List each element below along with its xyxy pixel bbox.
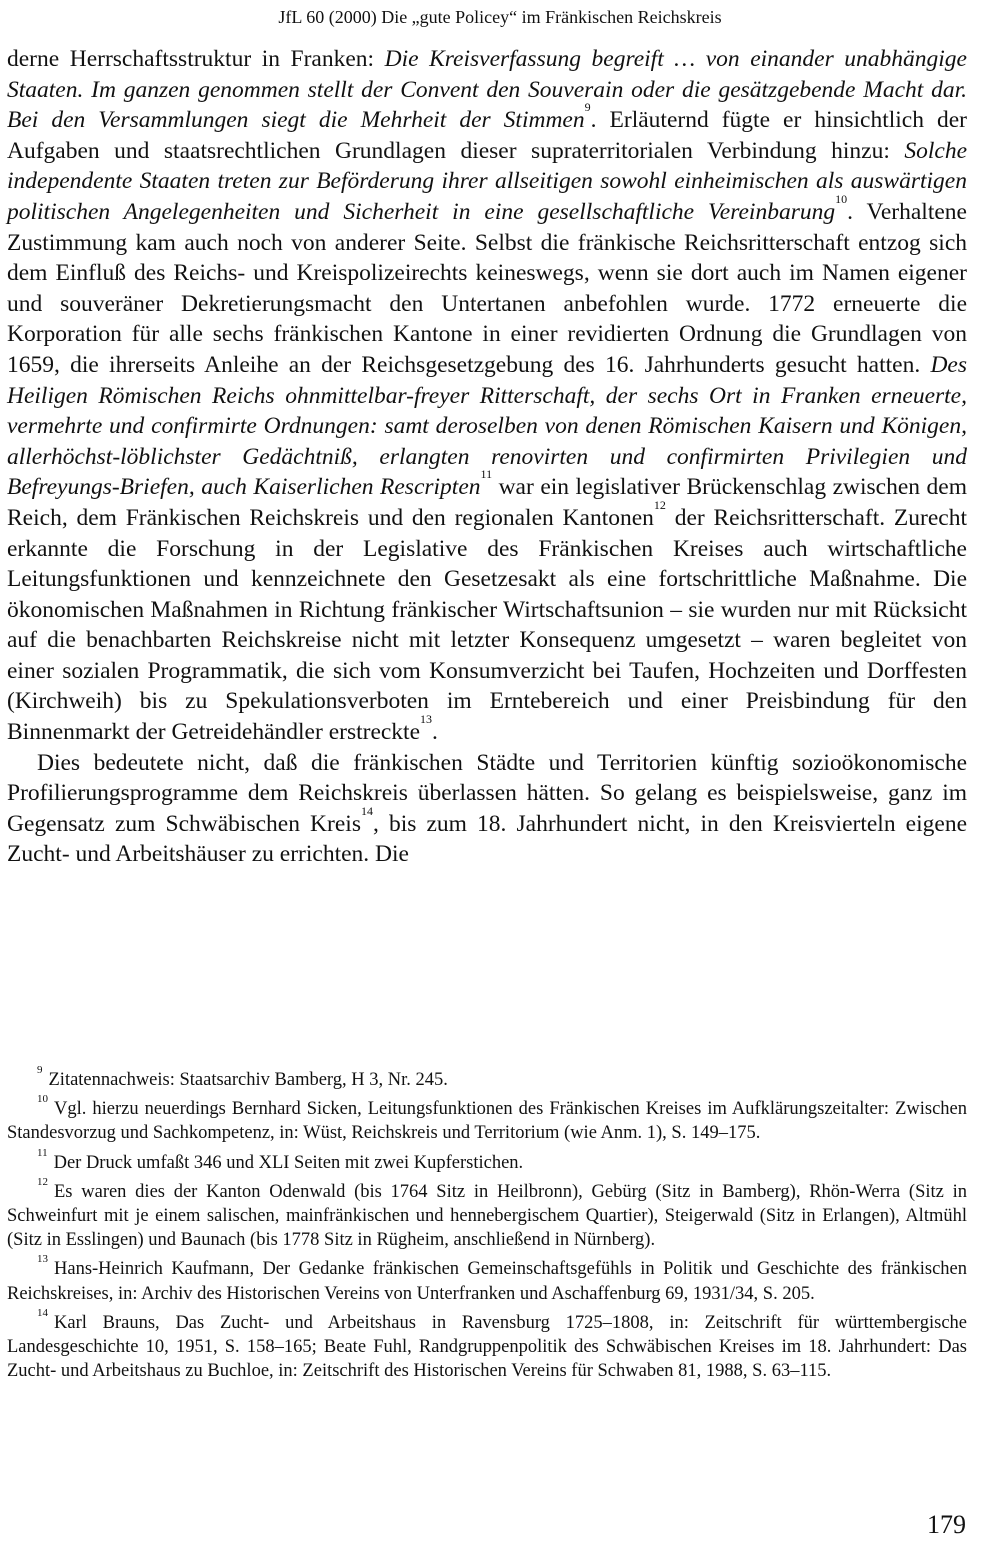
text-run: .	[432, 719, 438, 746]
text-run: war ein legislativer Brückenschlag zwischen dem Reich, dem Fränkischen Reichskreis und den regionalen Kantonen	[7, 474, 968, 531]
page-number: 179	[927, 1510, 966, 1539]
running-head: JfL 60 (2000) Die „gute Policey“ im Fränkischen Reichskreis	[278, 7, 722, 27]
italic-quote: Solche independente Staaten treten zur Beförderung ihrer allseitigen sowohl einheimischen als auswärtigen politischen Angelegenheiten und Sicherheit in eine gesellschaftliche Vereinbarung	[7, 137, 967, 225]
text-run: , bis zum 18. Jahrhundert nicht, in den Kreisvierteln eigene Zucht- und Arbeitshäuser zu errichten. Die	[7, 810, 967, 868]
footnote-text: Zitatennachweis: Staatsarchiv Bamberg, H 3, Nr. 245.	[48, 1070, 448, 1090]
footnote-text: Vgl. hierzu neuerdings Bernhard Sicken, Leitungsfunktionen des Fränkischen Kreises im Aufklärungszeitalter: Zwischen Standesvorzug und Sachkompetenz, in: Wüst, Reichskreis und Territorium (wie Anm. 1), S. 149–175.	[7, 1099, 967, 1144]
italic-quote: Des Heiligen Römischen Reichs ohnmittelbar-freyer Ritterschaft, der sechs Ort in Franken erneuerte, vermehrte und confirmirte Ordnungen: samt deroselben von denen Römischen Kaisern und Königen, allerhöchst-löblichster Gedächtniß, erlangten renovirten und confirmirten Privilegien und Befreyungs-Briefen, auch Kaiserlichen Rescripten	[7, 351, 967, 501]
footnote	[7, 1306, 967, 1384]
footnote-ref: 10	[835, 191, 848, 206]
footnote-text: Der Druck umfaßt 346 und XLI Seiten mit zwei Kupferstichen.	[53, 1152, 524, 1173]
text-run: derne Herrschaftsstruktur in Franken:	[7, 46, 385, 72]
footnote	[7, 1064, 967, 1092]
footnote	[7, 1175, 967, 1253]
main-text	[7, 44, 967, 870]
text-run: der Reichsritterschaft. Zurecht erkannte die Forschung in der Legislative des Fränkischen Kreises auch wirtschaftliche Leitungsfunktionen und kennzeichnete den Gesetzesakt als eine fortschrittliche Maßnahme. Die ökonomischen Maßnahmen in Richtung fränkischer Wirtschaftsunion – sie wurden nur mit Rücksicht auf die benachbarten Reichskreise nicht mit letzter Konsequenz umgesetzt – waren begleitet von einer sozialen Programmatik, die sich vom Konsumverzicht bei Taufen, Hochzeiten und Dorffesten (Kirchweih) bis zu Spekulationsverboten im Erntebereich und einer Preisbindung für den Binnenmarkt der Getreidehändler erstreckte	[7, 504, 967, 746]
paragraph-1	[7, 44, 967, 748]
text-run: . Verhaltene Zustimmung kam auch noch von anderer Seite. Selbst die fränkische Reichsritterschaft entzog sich dem Einfluß des Reichs- und Kreispolizeirechts keineswegs, wenn sie dort auch im Namen eigener und souveräner Dekretierungsmacht den Untertanen anbefohlen wurde. 1772 erneuerte die Korporation für alle sechs fränkischen Kantone in einer revidierten Ordnung die Grundlagen von 1659, die ihrerseits Anleihe an der Reichsgesetzgebung des 16. Jahrhunderts gesucht hatten.	[7, 198, 967, 378]
footnotes	[7, 1064, 967, 1388]
footnote-number: 9	[37, 1064, 43, 1076]
text-run: Dies bedeutete nicht, daß die fränkischen Städte und Territorien künftig sozioökonomische Profilierungsprogramme dem Reichskreis überlassen hätten. So gelang es beispielsweise, ganz im Gegensatz zum Schwäbischen Kreis	[7, 749, 967, 837]
footnote-ref: 11	[480, 467, 493, 482]
footnote-number: 10	[37, 1093, 48, 1106]
footnote-number: 14	[37, 1306, 48, 1319]
footnote-ref: 13	[420, 712, 433, 727]
footnote-text: Hans-Heinrich Kaufmann, Der Gedanke fränkischen Gemeinschaftsgefühls in Politik und Geschichte des fränkischen Reichskreises, in: Archiv des Historischen Vereins von Unterfranken und Aschaffenburg 69, 1931/34, S. 205.	[7, 1259, 967, 1304]
footnote	[7, 1253, 967, 1305]
footnote-ref: 12	[653, 497, 666, 512]
footnote-text: Karl Brauns, Das Zucht- und Arbeitshaus in Ravensburg 1725–1808, in: Zeitschrift für württembergische Landesgeschichte 10, 1951, S. 158–165; Beate Fuhl, Randgruppenpolitik des Schwäbischen Kreises im 18. Jahrhundert: Das Zucht- und Arbeitshaus zu Buchloe, in: Zeitschrift des Historischen Vereins für Schwaben 81, 1988, S. 63–115.	[7, 1312, 967, 1382]
footnote-number: 11	[37, 1146, 48, 1159]
footnote-ref: 9	[584, 100, 591, 115]
text-run: . Erläuternd fügte er hinsichtlich der Aufgaben und staatsrechtlichen Grundlagen dieser supraterritorialen Verbindung hinzu:	[7, 107, 968, 164]
footnote-number: 13	[37, 1253, 48, 1266]
footnote-ref: 14	[360, 803, 373, 818]
paragraph-2	[7, 748, 967, 870]
footnote-text: Es waren dies der Kanton Odenwald (bis 1764 Sitz in Heilbronn), Gebürg (Sitz in Bamberg), Rhön-Werra (Sitz in Schweinfurt mit je einem salischen, mainfränkischen und hennebergischem Quartier), Steigerwald (Sitz in Erlangen), Altmühl (Sitz in Esslingen) und Baunach (bis 1778 Sitz in Rügheim, anschließend in Nürnberg).	[7, 1181, 967, 1251]
italic-quote: Die Kreisverfassung begreift … von einander unabhängige Staaten. Im ganzen genommen stellt der Convent den Souverain oder die gesätzgebende Macht dar. Bei den Versammlungen siegt die Mehrheit der Stimmen	[7, 46, 967, 134]
footnote	[7, 1146, 967, 1175]
footnote-number: 12	[37, 1175, 48, 1188]
footnote	[7, 1093, 967, 1145]
